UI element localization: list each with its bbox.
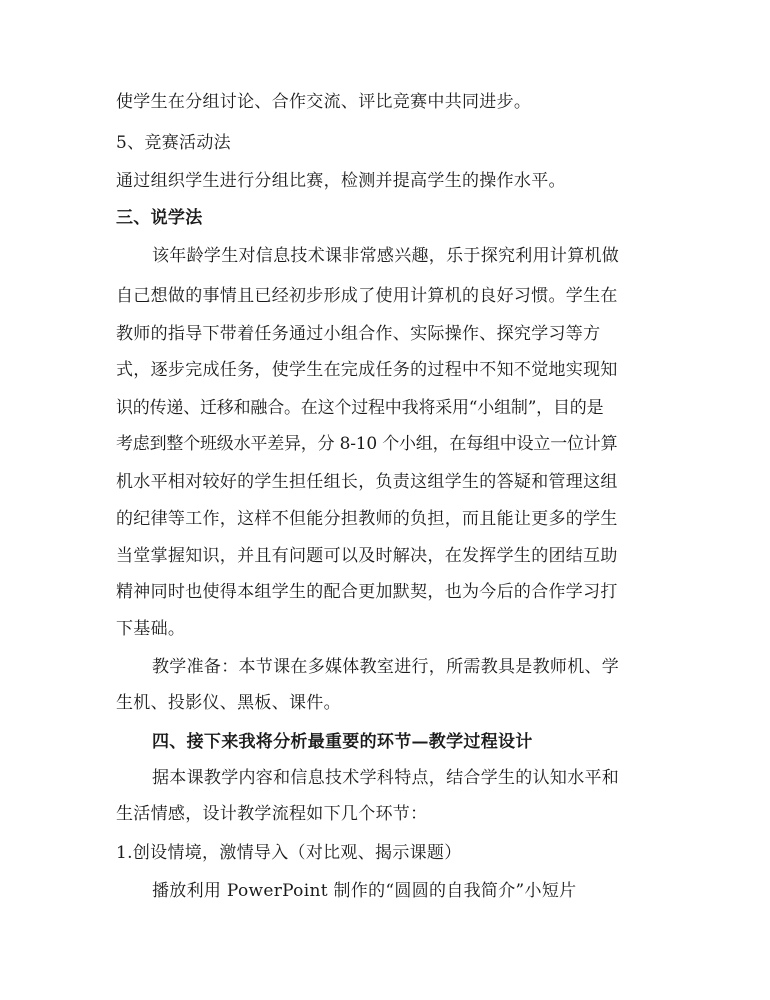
paragraph-line: 据本课教学内容和信息技术学科特点，结合学生的认知水平和 — [152, 768, 620, 788]
paragraph-line: 教师的指导下带着任务通过小组合作、实际操作、探究学习等方 — [116, 324, 601, 344]
paragraph-line: 自己想做的事情且已经初步形成了使用计算机的良好习惯。学生在 — [116, 286, 618, 306]
paragraph-line: 通过组织学生进行分组比赛，检测并提高学生的操作水平。 — [116, 171, 566, 191]
paragraph-line: 下基础。 — [116, 619, 186, 639]
paragraph-line: 式，逐步完成任务，使学生在完成任务的过程中不知不觉地实现知 — [116, 360, 618, 380]
section-heading: 三、说学法 — [116, 208, 203, 228]
paragraph-line: 识的传递、迁移和融合。在这个过程中我将采用“小组制”，目的是 — [116, 398, 604, 418]
paragraph-line: 的纪律等工作，这样不但能分担教师的负担，而且能让更多的学生 — [116, 509, 618, 529]
section-heading: 四、接下来我将分析最重要的环节—教学过程设计 — [152, 732, 533, 752]
paragraph-line: 生活情感，设计教学流程如下几个环节： — [116, 804, 428, 824]
paragraph-line: 精神同时也使得本组学生的配合更加默契，也为今后的合作学习打 — [116, 582, 618, 602]
paragraph-line: 该年龄学生对信息技术课非常感兴趣，乐于探究利用计算机做 — [152, 246, 620, 266]
paragraph-line: 教学准备：本节课在多媒体教室进行，所需教具是教师机、学 — [152, 657, 620, 677]
method-heading: 5、竞赛活动法 — [116, 133, 231, 153]
paragraph-line: 使学生在分组讨论、合作交流、评比竞赛中共同进步。 — [116, 92, 532, 112]
paragraph-line: 考虑到整个班级水平差异，分 8-10 个小组，在每组中设立一位计算 — [116, 434, 618, 454]
paragraph-line: 播放利用 PowerPoint 制作的“圆圆的自我简介”小短片 — [152, 881, 577, 901]
step-heading: 1.创设情境，激情导入（对比观、揭示课题） — [116, 843, 462, 863]
paragraph-line: 机水平相对较好的学生担任组长，负责这组学生的答疑和管理这组 — [116, 472, 618, 492]
paragraph-line: 当堂掌握知识，并且有问题可以及时解决，在发挥学生的团结互助 — [116, 546, 618, 566]
paragraph-line: 生机、投影仪、黑板、课件。 — [116, 693, 341, 713]
